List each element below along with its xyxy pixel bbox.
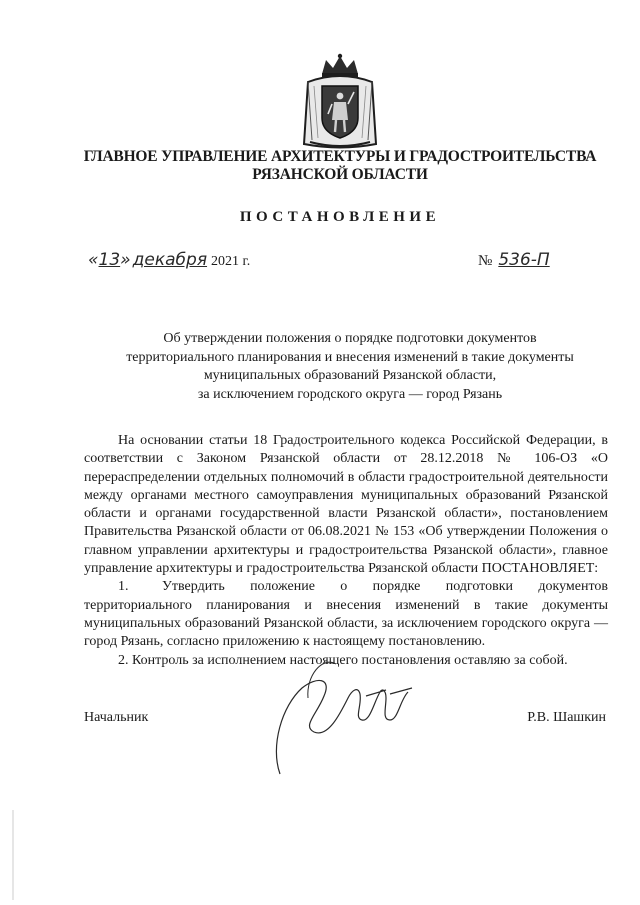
date-close-quote: » xyxy=(120,250,131,270)
document-subject xyxy=(60,330,640,404)
handwritten-signature xyxy=(262,636,432,786)
document-number xyxy=(478,250,550,270)
date-year: 2021 г. xyxy=(211,254,251,269)
subject-line: Об утверждении положения о порядке подготовки документов xyxy=(163,331,537,346)
body-item-2: 2. Контроль за исполнением настоящего постановления оставляю за собой. xyxy=(118,652,568,668)
scan-edge-mark xyxy=(12,810,14,900)
document-body xyxy=(84,432,608,670)
item-number: 1. xyxy=(118,579,129,595)
subject-line: территориального планирования и внесения изменений в такие документы xyxy=(126,349,574,365)
subject-line: муниципальных образований Рязанской области, xyxy=(203,368,497,384)
signatory-title: Начальник xyxy=(84,710,149,725)
subject-line: за исключением городского округа — город Рязань xyxy=(197,386,503,402)
number-value: 536-П xyxy=(498,250,550,270)
number-label: № xyxy=(478,253,493,269)
organization-name: ГЛАВНОЕ УПРАВЛЕНИЕ АРХИТЕКТУРЫ И ГРАДОСТРОИТЕЛЬСТВА xyxy=(83,148,597,165)
organization-region: РЯЗАНСКОЙ ОБЛАСТИ xyxy=(252,166,428,183)
coat-of-arms-emblem xyxy=(300,52,380,152)
date-month: декабря xyxy=(132,250,208,270)
date-day: 13 xyxy=(98,250,121,270)
signatory-name: Р.В. Шашкин xyxy=(527,710,606,725)
document-date xyxy=(88,250,250,270)
document-type-title: ПОСТАНОВЛЕНИЕ xyxy=(239,209,441,225)
body-preamble: На основании статьи 18 Градостроительного кодекса Российской Федерации, в соответствии с Законом Рязанской области от 28.12.2018 № 106-ОЗ «О перераспределении отдельных полномочий в области градостроительной деятельности между органами местного самоуправления муниципальных образований Рязанской области и органами государственной власти Рязанской области», постановлением Правительства Рязанской области от 06.08.2021 № 153 «Об утверждении Положения о главном управлении архитектуры и градостроительства Рязанской области», главное управление архитектуры и градостроительства Рязанской области ПОСТАНОВЛЯЕТ: xyxy=(84,433,608,577)
item-text: Утвердить положение о порядке подготовки документов территориального планирования и внесения изменений в такие документы муниципальных образований Рязанской области, за исключением городского округа — город Рязань, согласно приложению к настоящему постановлению. xyxy=(84,579,608,650)
date-open-quote: « xyxy=(88,250,99,270)
